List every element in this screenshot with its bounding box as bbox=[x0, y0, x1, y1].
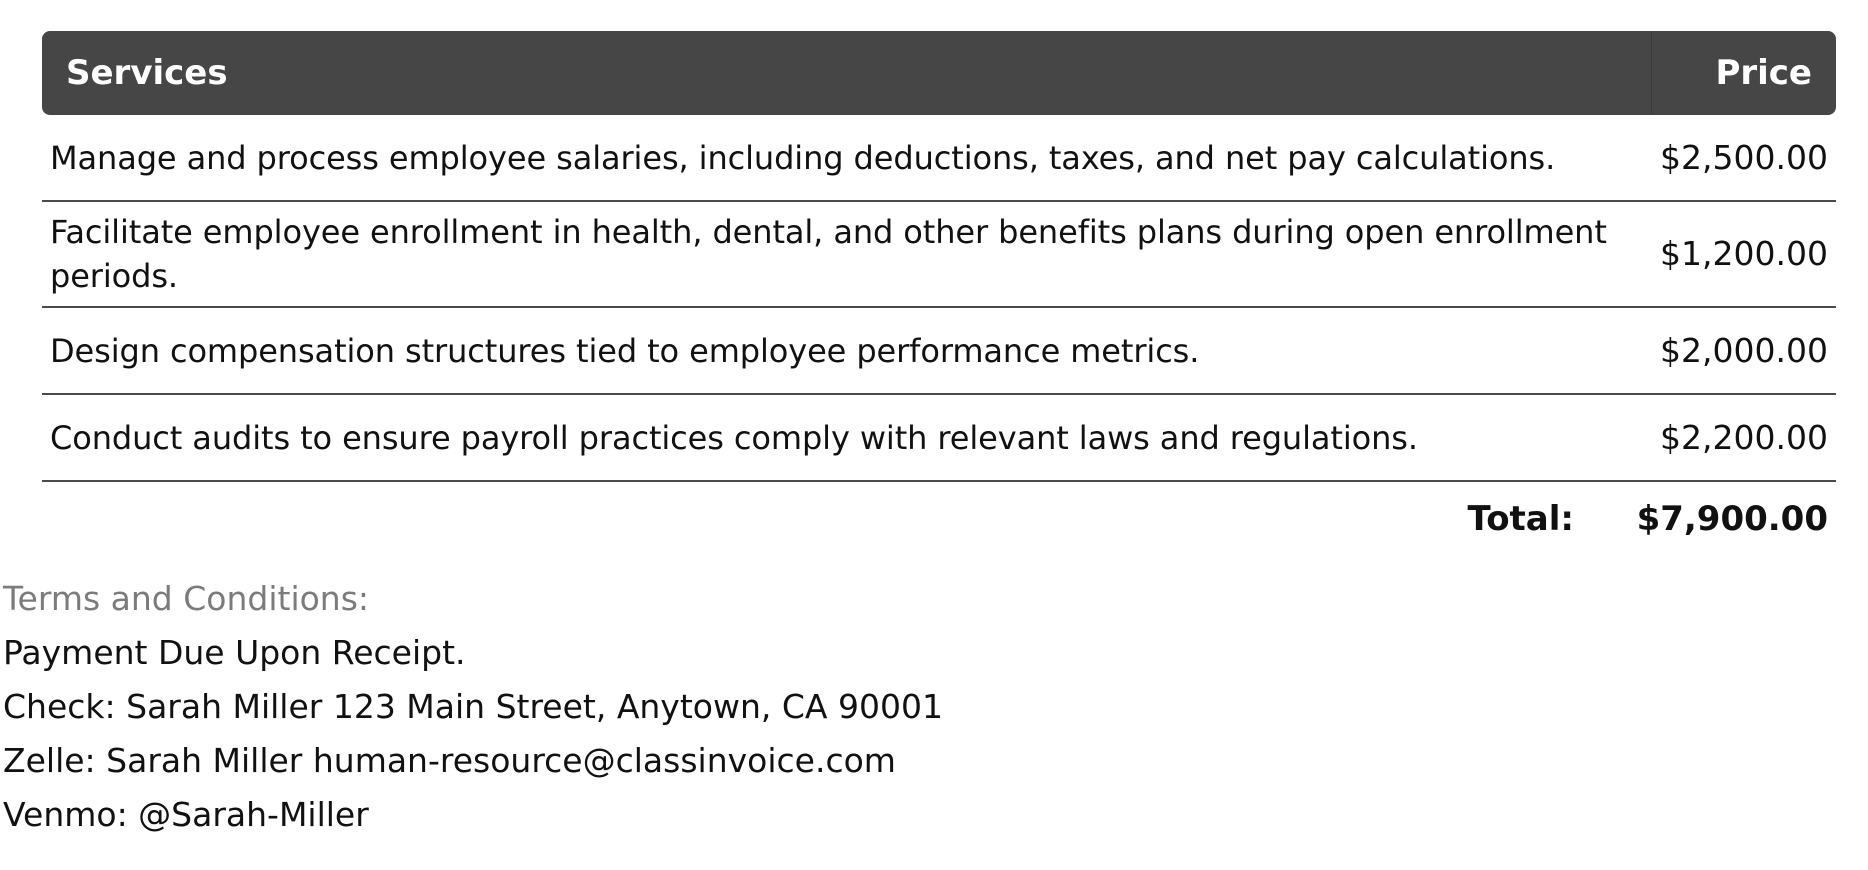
terms-section bbox=[3, 572, 943, 842]
table-row bbox=[42, 307, 1836, 394]
service-price: $1,200.00 bbox=[1651, 201, 1836, 307]
check-payment-line: Check: Sarah Miller 123 Main Street, Anytown, CA 90001 bbox=[3, 687, 943, 726]
service-description: Conduct audits to ensure payroll practices comply with relevant laws and regulations. bbox=[42, 394, 1651, 481]
service-price: $2,200.00 bbox=[1651, 394, 1836, 481]
table-row bbox=[42, 394, 1836, 481]
service-price: $2,500.00 bbox=[1651, 115, 1836, 201]
table-row bbox=[42, 201, 1836, 307]
service-description: Design compensation structures tied to employee performance metrics. bbox=[42, 307, 1651, 394]
total-row bbox=[42, 499, 1836, 549]
services-table bbox=[42, 31, 1836, 482]
table-header bbox=[42, 31, 1836, 115]
services-column-header: Services bbox=[42, 31, 1651, 115]
invoice-section bbox=[42, 31, 1836, 539]
service-description: Facilitate employee enrollment in health, dental, and other benefits plans during open enrollment periods. bbox=[42, 201, 1651, 307]
total-value: $7,900.00 bbox=[1636, 499, 1828, 539]
total-label: Total: bbox=[1467, 499, 1574, 539]
terms-heading: Terms and Conditions: bbox=[3, 579, 370, 618]
service-description: Manage and process employee salaries, including deductions, taxes, and net pay calculations. bbox=[42, 115, 1651, 201]
table-row bbox=[42, 115, 1836, 201]
zelle-payment-line: Zelle: Sarah Miller human-resource@classinvoice.com bbox=[3, 741, 896, 780]
service-price: $2,000.00 bbox=[1651, 307, 1836, 394]
payment-due-line: Payment Due Upon Receipt. bbox=[3, 633, 466, 672]
price-column-header: Price bbox=[1651, 31, 1836, 115]
table-header-row bbox=[42, 31, 1836, 115]
venmo-payment-line: Venmo: @Sarah-Miller bbox=[3, 795, 369, 834]
table-body bbox=[42, 115, 1836, 481]
